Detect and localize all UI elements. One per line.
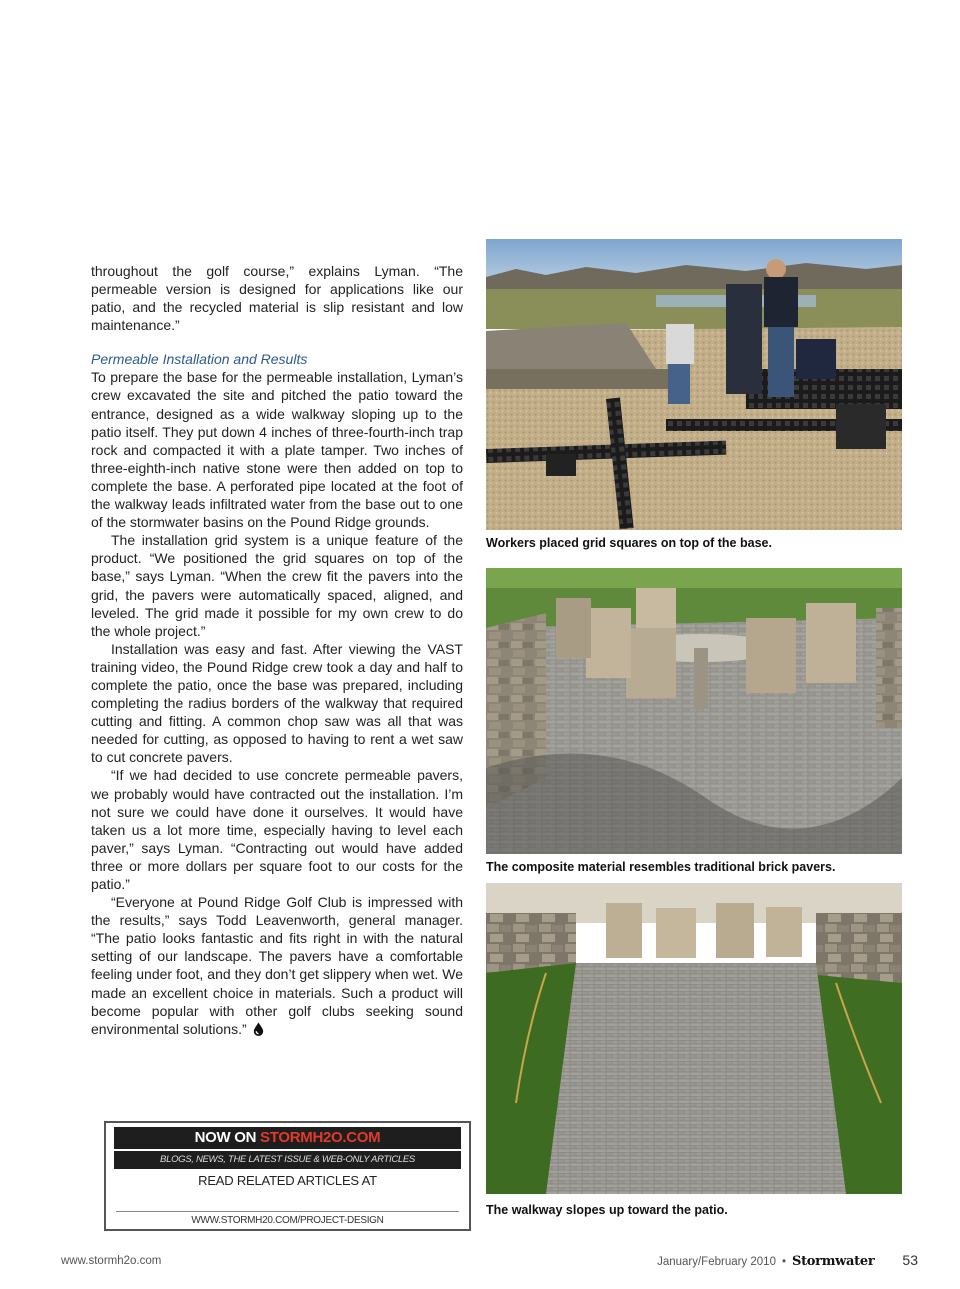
photo-patio-furniture-image	[486, 568, 902, 854]
promo-box	[104, 1121, 471, 1231]
photo-walkway	[486, 883, 902, 1194]
photo-caption-workers: Workers placed grid squares on top of the base.	[486, 536, 772, 550]
footer-website[interactable]: www.stormh2o.com	[61, 1255, 162, 1267]
promo-site-link[interactable]: STORMH2O.COM	[260, 1129, 381, 1146]
paragraph-base-prep: To prepare the base for the permeable installation, Lyman’s crew excavated the site and pitched the patio toward the entrance, designed as a wide walkway sloping up to the patio itself. They put down 4 inches of three-fourth-inch trap rock and compacted it with a plate tamper. Two inches of three-eighth-inch native stone were then added on top to complete the base. A perforated pipe located at the foot of the walkway leads infiltrated water from the base out to one of the stormwater basins on the Pound Ridge grounds.	[91, 369, 463, 531]
footer-bullet: •	[781, 1256, 786, 1268]
photo-caption-patio: The composite material resembles traditional brick pavers.	[486, 860, 836, 874]
footer-issue-date: January/February 2010	[657, 1256, 776, 1268]
paragraph-installation: Installation was easy and fast. After viewing the VAST training video, the Pound Ridge crew took a day and half to complete the patio, once the base was prepared, including completing the radius borders of the walkway that required cutting and fitting. A common chop saw was all that was needed for cutting, as opposed to having to rent a wet saw to cut concrete pavers.	[91, 640, 463, 766]
promo-divider	[116, 1211, 459, 1212]
article-body	[91, 262, 463, 1038]
promo-url-link[interactable]: WWW.STORMH20.COM/PROJECT-DESIGN	[191, 1215, 384, 1226]
photo-caption-walkway: The walkway slopes up toward the patio.	[486, 1203, 728, 1217]
page-number: 53	[902, 1252, 918, 1268]
water-drop-end-icon	[253, 1022, 264, 1036]
photo-workers-grid	[486, 239, 902, 530]
photo-workers-grid-image	[486, 239, 902, 530]
photo-walkway-image	[486, 883, 902, 1194]
section-heading: Permeable Installation and Results	[91, 351, 308, 368]
promo-banner	[114, 1127, 461, 1149]
paragraph-results-quote	[91, 893, 463, 1038]
footer-magazine-name: Stormwater	[792, 1254, 875, 1269]
promo-read-related: READ RELATED ARTICLES AT	[198, 1173, 377, 1188]
paragraph-intro: throughout the golf course,” explains Lyman. “The permeable version is designed for applications like our patio, and the recycled material is slip resistant and low maintenance.”	[91, 263, 463, 334]
footer-issue-info	[657, 1252, 918, 1269]
promo-tagline: BLOGS, NEWS, THE LATEST ISSUE & WEB-ONLY ARTICLES	[114, 1151, 461, 1169]
results-quote-text: “Everyone at Pound Ridge Golf Club is impressed with the results,” says Todd Leavenworth, general manager. “The patio looks fantastic and fits right in with the natural setting of our landscape. The pavers have a comfortable feeling under foot, and they don’t get slippery when wet. We made an excellent choice in materials. Such a product will become popular with other golf clubs seeking sound environmental solutions.”	[91, 894, 463, 1037]
promo-now-on: NOW ON	[194, 1129, 261, 1146]
photo-patio-furniture	[486, 568, 902, 854]
paragraph-concrete-comparison: “If we had decided to use concrete permeable pavers, we probably would have contracted out the installation. I’m not sure we could have done it ourselves. It would have taken us a lot more time, especially having to level each paver,” says Lyman. “Contracting out would have added three or more dollars per square foot to our costs for the patio.”	[91, 767, 463, 892]
paragraph-grid-system: The installation grid system is a unique feature of the product. “We positioned the grid squares on top of the base,” says Lyman. “When the crew fit the pavers into the grid, the pavers were automatically spaced, aligned, and leveled. The grid made it possible for my own crew to do the whole project.”	[91, 532, 463, 639]
